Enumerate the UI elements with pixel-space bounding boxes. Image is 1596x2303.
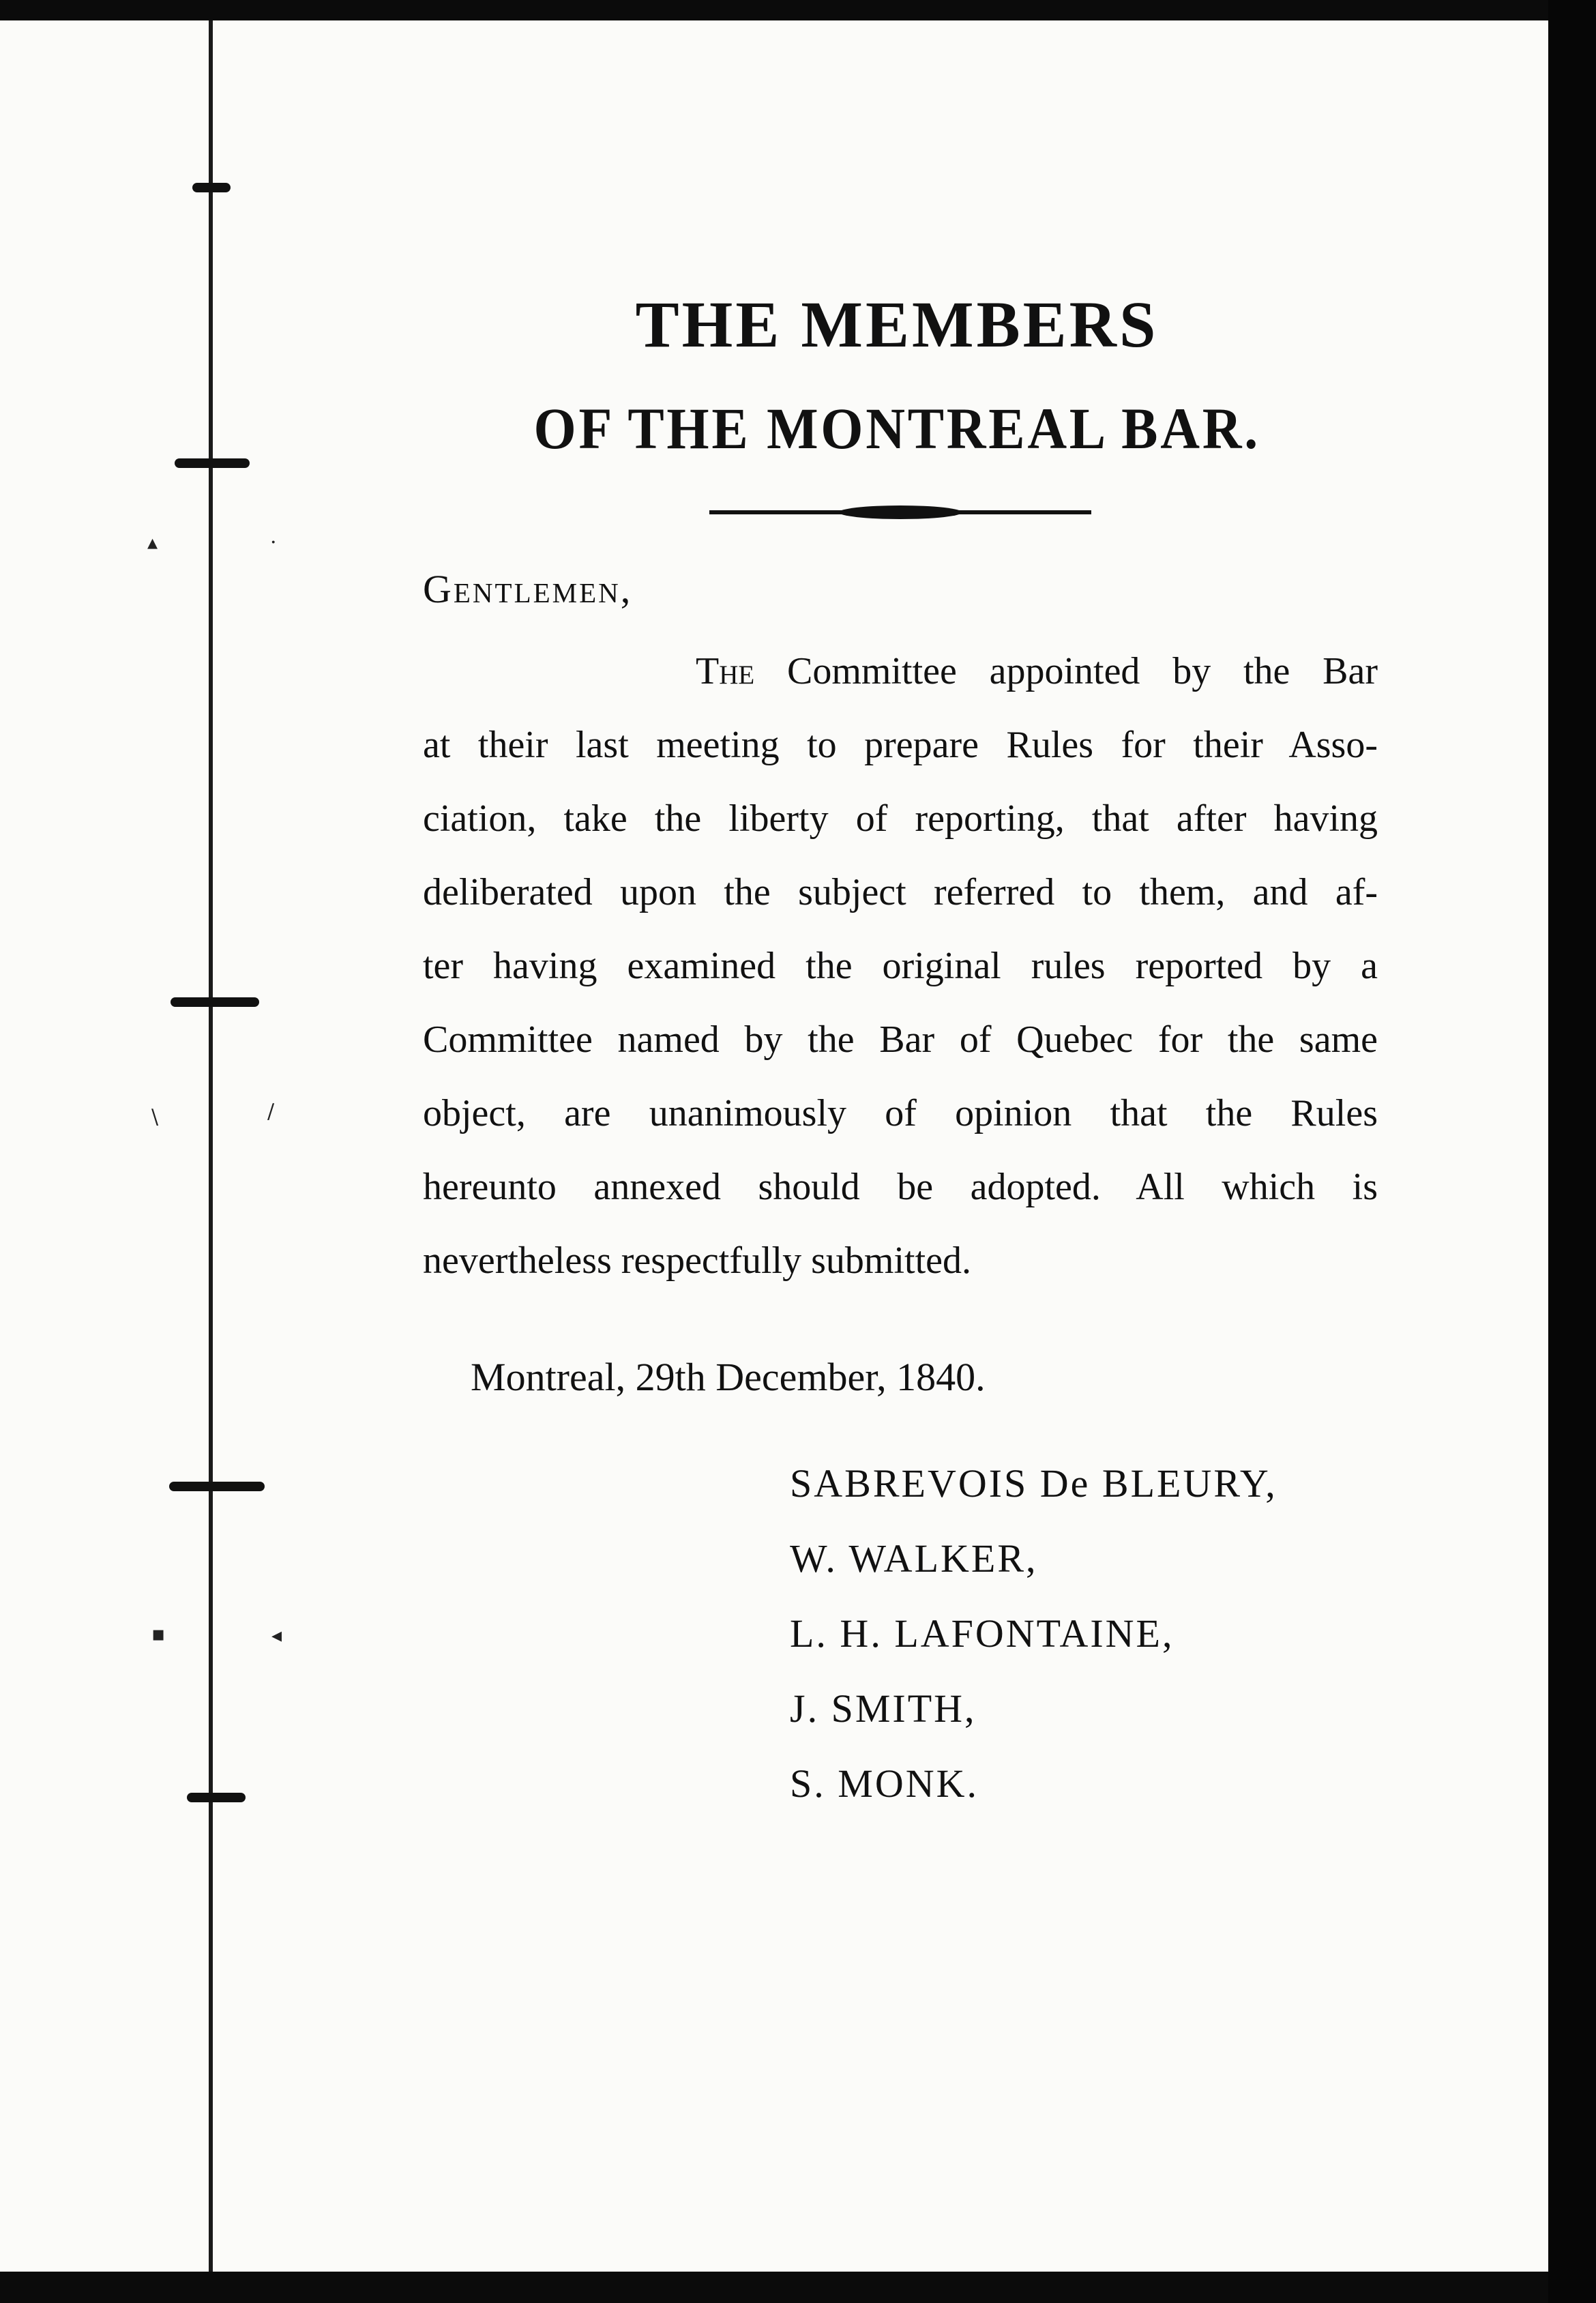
body-line: Committee named by the Bar of Quebec for the same	[423, 1018, 1378, 1061]
body-line: ter having examined the original rules reported by a	[423, 945, 1378, 987]
body-line: nevertheless respectfully submitted.	[423, 1239, 971, 1282]
body-line-text: Committee appointed by the Bar	[786, 650, 1378, 692]
binding-stitch	[192, 183, 231, 192]
body-line: at their last meeting to prepare Rules for their Asso-	[423, 724, 1378, 766]
binding-mark: /	[267, 1100, 275, 1124]
body-line: ciation, take the liberty of reporting, that after having	[423, 797, 1378, 840]
page-title: THE MEMBERS	[635, 288, 1159, 361]
body-line: object, are unanimously of opinion that the Rules	[423, 1092, 1378, 1134]
binding-mark: ◂	[271, 1624, 282, 1647]
signatory-list	[790, 1446, 1277, 1821]
signatory: S. MONK.	[790, 1761, 979, 1806]
body-line: deliberated upon the subject referred to them, and af-	[423, 871, 1378, 913]
signatory: W. WALKER,	[790, 1536, 1038, 1581]
binding-stitch	[187, 1793, 246, 1802]
signatory: L. H. LAFONTAINE,	[790, 1611, 1174, 1656]
page-subtitle: OF THE MONTREAL BAR.	[533, 396, 1260, 461]
dateline: Montreal, 29th December, 1840.	[471, 1355, 986, 1399]
letter-body	[423, 634, 1378, 1297]
binding-stitch	[169, 1482, 265, 1491]
binding-stitch	[171, 997, 259, 1007]
body-line: hereunto annexed should be adopted. All which is	[423, 1166, 1378, 1208]
salutation: Gentlemen,	[423, 567, 633, 611]
binding-mark: ·	[270, 531, 277, 555]
binding-mark: \	[151, 1105, 159, 1129]
binding-mark: ▪	[151, 1622, 166, 1646]
signatory: J. SMITH,	[790, 1686, 977, 1731]
signatory: SABREVOIS De BLEURY,	[790, 1461, 1277, 1506]
ornamental-rule-swell	[839, 505, 962, 519]
binding-mark: ▴	[147, 531, 158, 555]
opening-word: The	[696, 650, 755, 692]
body-line	[423, 634, 1378, 708]
